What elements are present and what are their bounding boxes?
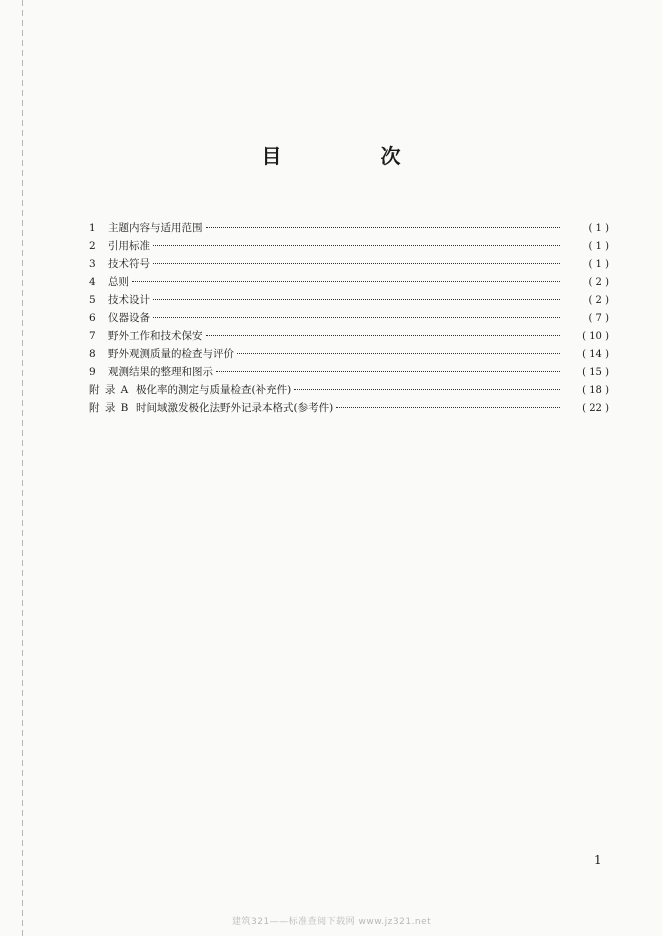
toc-entry-page: ( 2 ): [588, 295, 609, 306]
toc-entry[interactable]: [89, 363, 609, 381]
toc-entry-number: 8: [89, 348, 96, 360]
toc-entry-label: 野外工作和技术保安: [108, 330, 203, 342]
toc-entry-page: ( 14 ): [582, 349, 609, 360]
toc-dot-leader: [237, 353, 560, 354]
toc-entry[interactable]: [89, 255, 609, 273]
toc-entry[interactable]: [89, 237, 609, 255]
toc-entry-page: ( 22 ): [582, 403, 609, 414]
toc-entry-label: 引用标准: [108, 240, 150, 252]
toc-entry-number: 7: [89, 330, 96, 342]
page-number: 1: [594, 853, 602, 867]
toc-entry-number: 附 录 B: [89, 402, 130, 414]
toc-entry-label: 观测结果的整理和图示: [108, 366, 213, 378]
toc-entry-number: 1: [89, 222, 96, 234]
toc-entry[interactable]: [89, 345, 609, 363]
toc-entry-label: 技术符号: [108, 258, 150, 270]
toc-entry-label: 野外观测质量的检查与评价: [108, 348, 234, 360]
toc-entry-label: 时间域激发极化法野外记录本格式(参考件): [136, 402, 334, 414]
table-of-contents: [89, 219, 609, 417]
toc-entry[interactable]: [89, 291, 609, 309]
toc-entry-number: 6: [89, 312, 96, 324]
toc-entry-number: 2: [89, 240, 96, 252]
toc-entry[interactable]: [89, 273, 609, 291]
toc-dot-leader: [153, 245, 560, 246]
toc-dot-leader: [206, 335, 561, 336]
toc-entry[interactable]: [89, 309, 609, 327]
toc-entry-number: 5: [89, 294, 96, 306]
toc-entry-label: 技术设计: [108, 294, 150, 306]
toc-entry-page: ( 15 ): [582, 367, 609, 378]
toc-entry[interactable]: [89, 219, 609, 237]
page-title: 目 次: [261, 144, 447, 168]
toc-entry-page: ( 1 ): [588, 241, 609, 252]
toc-entry-page: ( 18 ): [582, 385, 609, 396]
toc-entry-page: ( 1 ): [588, 223, 609, 234]
toc-entry[interactable]: [89, 327, 609, 345]
toc-entry-page: ( 1 ): [588, 259, 609, 270]
toc-dot-leader: [153, 299, 560, 300]
toc-dot-leader: [216, 371, 560, 372]
toc-entry-number: 3: [89, 258, 96, 270]
toc-entry[interactable]: [89, 381, 609, 399]
toc-entry-label: 总则: [108, 276, 129, 288]
toc-dot-leader: [132, 281, 560, 282]
toc-entry[interactable]: [89, 399, 609, 417]
toc-dot-leader: [294, 389, 560, 390]
toc-entry-label: 仪器设备: [108, 312, 150, 324]
toc-entry-label: 极化率的测定与质量检查(补充件): [136, 384, 292, 396]
toc-entry-number: 附 录 A: [89, 384, 130, 396]
toc-entry-number: 4: [89, 276, 96, 288]
toc-dot-leader: [336, 407, 560, 408]
watermark-text: 建筑321——标准查阅下载网 www.jz321.net: [232, 917, 432, 927]
toc-dot-leader: [153, 317, 560, 318]
toc-entry-label: 主题内容与适用范围: [108, 222, 203, 234]
toc-entry-page: ( 10 ): [582, 331, 609, 342]
toc-entry-page: ( 7 ): [588, 313, 609, 324]
toc-entry-number: 9: [89, 366, 96, 378]
toc-dot-leader: [206, 227, 561, 228]
toc-dot-leader: [153, 263, 560, 264]
toc-entry-page: ( 2 ): [588, 277, 609, 288]
